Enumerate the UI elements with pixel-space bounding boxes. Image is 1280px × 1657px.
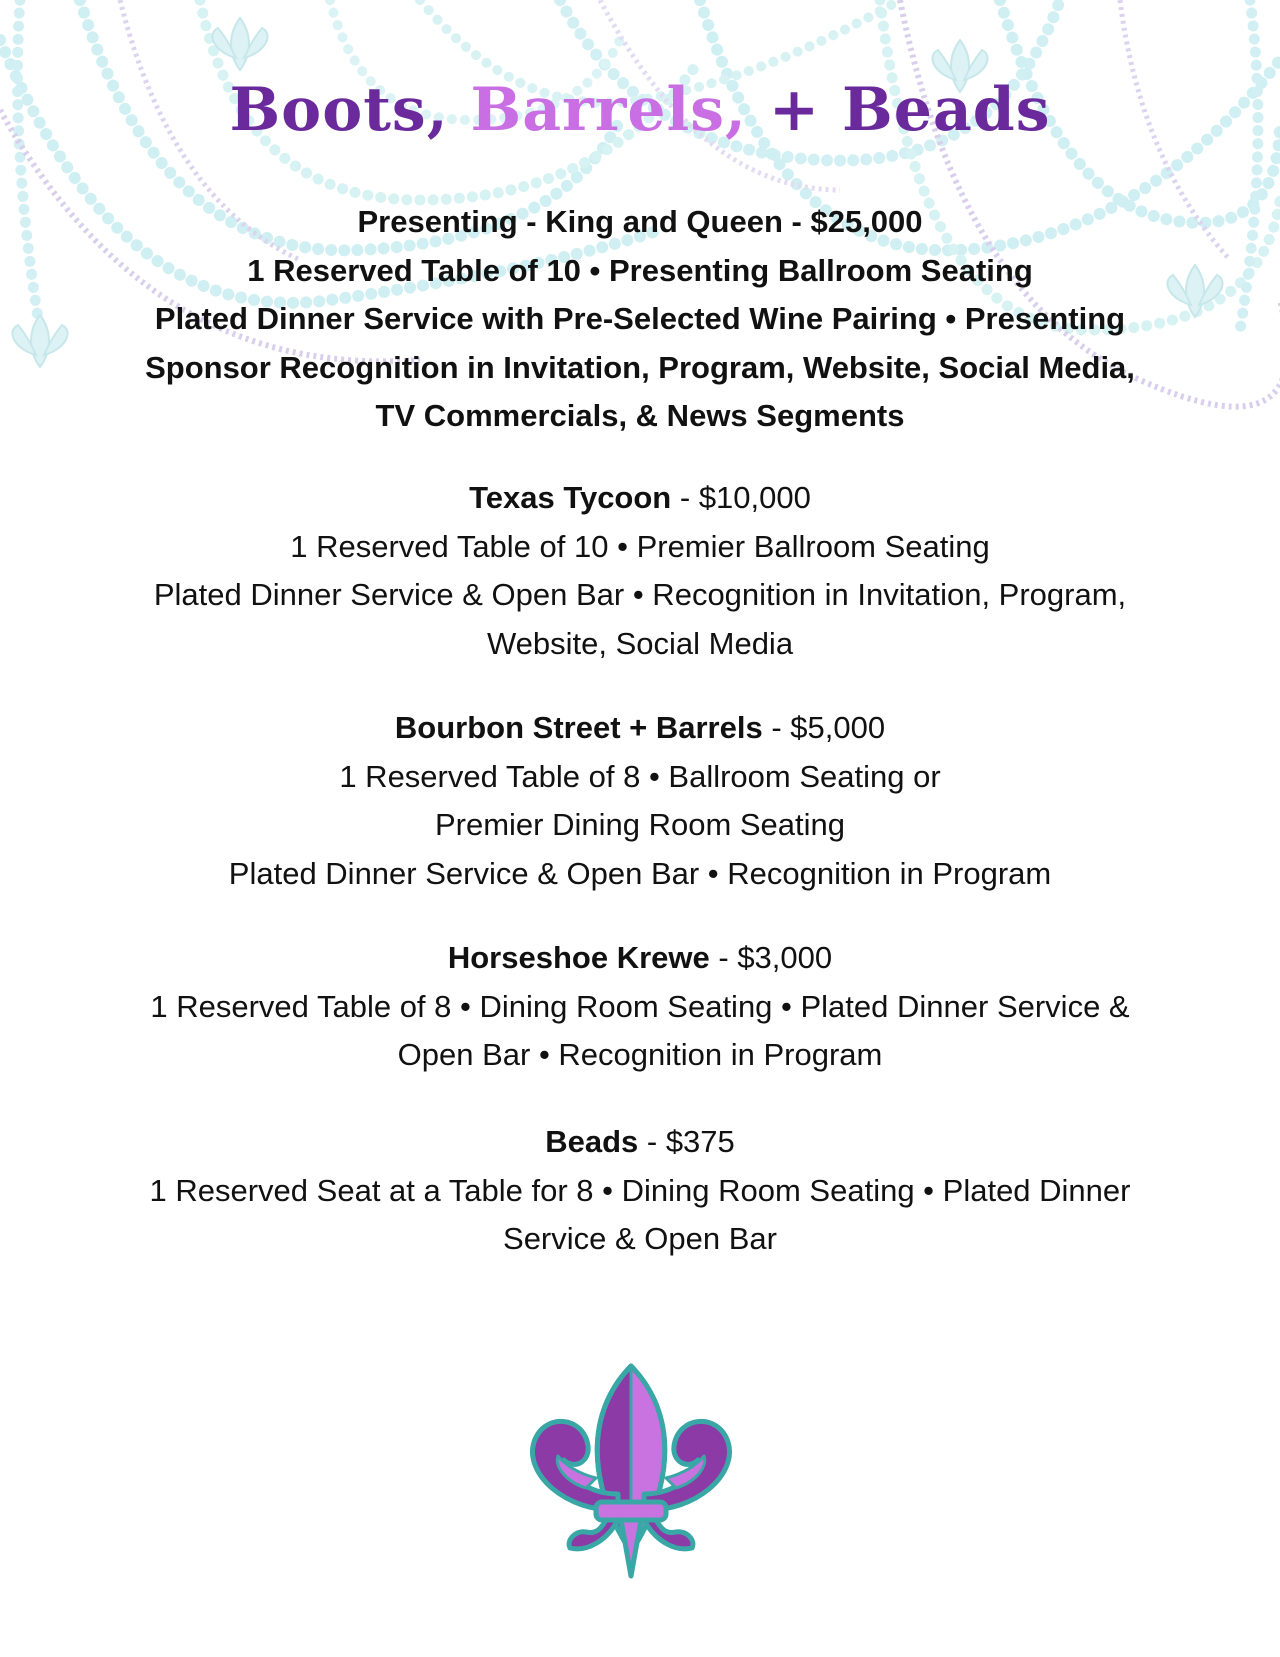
tier-separator: - [638, 1124, 666, 1159]
tier-heading [70, 1118, 1210, 1167]
tier-name: Presenting - King and Queen [357, 204, 783, 239]
title-plus: + [768, 75, 821, 145]
tier-heading [70, 198, 1210, 247]
tier-price: $3,000 [737, 940, 833, 975]
tier-benefit-line: Website, Social Media [486, 625, 794, 661]
tier-benefit-line: 1 Reserved Table of 10 • Presenting Ballroom Seating [247, 252, 1033, 288]
page-title [0, 70, 1280, 150]
tier-benefit-line: 1 Reserved Seat at a Table for 8 • Dining Room Seating • Plated Dinner [149, 1172, 1131, 1208]
tier-separator: - [671, 480, 699, 515]
tier-price: $5,000 [790, 710, 886, 745]
tier-heading [70, 704, 1210, 753]
tier-benefit-line: 1 Reserved Table of 8 • Dining Room Seating • Plated Dinner Service & [150, 988, 1130, 1024]
tier-price: $10,000 [698, 480, 811, 515]
title-word-beads: Beads [842, 75, 1051, 145]
tier-name: Texas Tycoon [469, 480, 672, 515]
tier-benefit-line: Plated Dinner Service with Pre-Selected Wine Pairing • Presenting [154, 301, 1126, 336]
tier-separator: - [782, 204, 811, 239]
tier-benefit-line: Sponsor Recognition in Invitation, Program, Website, Social Media, [145, 349, 1135, 385]
tier-horseshoe-krewe [70, 934, 1210, 1080]
tier-name: Bourbon Street + Barrels [394, 710, 763, 745]
tier-separator: - [709, 940, 738, 975]
tier-separator: - [762, 710, 791, 745]
tier-heading [70, 474, 1210, 523]
tier-price: $25,000 [810, 204, 923, 239]
title-word-boots: Boots, [229, 75, 449, 145]
tier-name: Beads [545, 1124, 639, 1159]
tier-beads [70, 1118, 1210, 1264]
tier-benefit-line: Open Bar • Recognition in Program [397, 1037, 883, 1072]
tier-benefit-line: TV Commercials, & News Segments [375, 398, 905, 433]
tier-bourbon-street [70, 704, 1210, 898]
tier-price: $375 [665, 1124, 735, 1159]
fleur-de-lis-icon [526, 1362, 736, 1582]
tier-benefit-line: Premier Dining Room Seating [434, 807, 846, 842]
tier-name: Horseshoe Krewe [447, 940, 710, 975]
title-word-barrels: Barrels, [470, 75, 747, 145]
tier-benefit-line: Service & Open Bar [503, 1221, 777, 1256]
tier-heading [70, 934, 1210, 983]
tier-benefit-line: Plated Dinner Service & Open Bar • Recognition in Program [228, 855, 1052, 891]
tier-texas-tycoon [70, 474, 1210, 668]
tier-benefit-line: Plated Dinner Service & Open Bar • Recognition in Invitation, Program, [153, 577, 1127, 612]
tier-benefit-line: 1 Reserved Table of 8 • Ballroom Seating or [339, 758, 941, 794]
tier-benefit-line: 1 Reserved Table of 10 • Premier Ballroom Seating [290, 528, 990, 564]
tier-presenting [70, 198, 1210, 441]
